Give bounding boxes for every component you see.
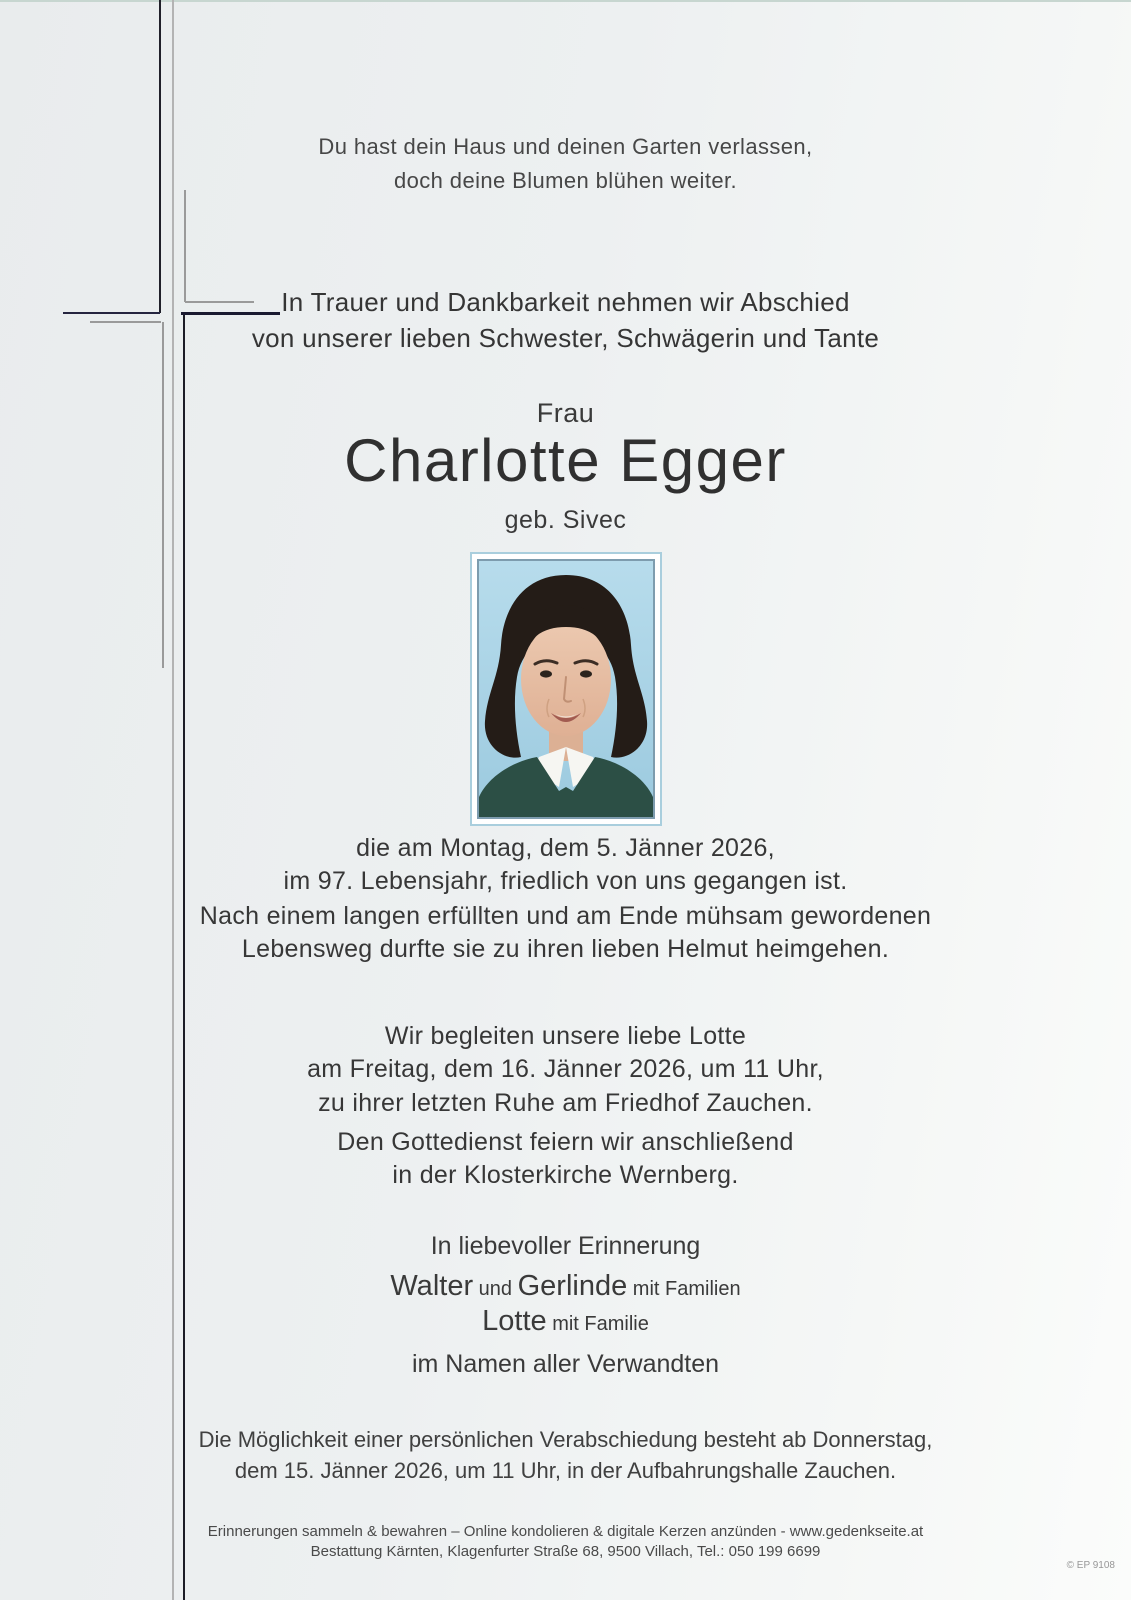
epigraph [0,130,1131,198]
mourner-suffix: mit Familien [632,1278,741,1300]
salutation: Frau [536,398,595,428]
funeral-home-footer [0,1522,1131,1563]
funeral-line2: am Freitag, dem 16. Jänner 2026, um 11 Uhr, [307,1055,824,1084]
mourner-suffix: mit Familie [552,1313,649,1335]
service-text [0,1126,1131,1193]
farewell-line1: Die Möglichkeit einer persönlichen Verabschiedung besteht ab Donnerstag, [198,1427,933,1452]
print-code: © EP 9108 [1066,1560,1115,1571]
death-date-text [0,832,1131,899]
scan-top-edge [0,0,1131,2]
portrait-frame [470,552,662,826]
mourners-row1 [0,1270,1131,1303]
mourner-name: Walter [390,1270,474,1302]
epigraph-line2: doch deine Blumen blühen weiter. [393,168,738,194]
intro-line2: von unserer lieben Schwester, Schwägerin und Tante [251,323,880,354]
death-line1: die am Montag, dem 5. Jänner 2026, [356,834,775,862]
life-path-text [0,900,1131,967]
portrait-photo [477,559,655,819]
intro-line1: In Trauer und Dankbarkeit nehmen wir Abschied [281,287,850,317]
cross-line [162,322,164,668]
footer-line1: Erinnerungen sammeln & bewahren – Online kondolieren & digitale Kerzen anzünden - www.gedenkseite.at [207,1523,924,1540]
mourners-row2 [0,1305,1131,1338]
deceased-name: Charlotte Egger [344,427,787,494]
death-line3: Nach einem langen erfüllten und am Ende mühsam gewordenen [199,902,932,930]
remembrance-closing: im Namen aller Verwandten [411,1350,720,1378]
death-line4: Lebensweg durfte sie zu ihren lieben Helmut heimgehen. [241,935,890,964]
death-line2: im 97. Lebensjahr, friedlich von uns gegangen ist. [283,867,848,896]
funeral-line3: zu ihrer letzten Ruhe am Friedhof Zauchen. [318,1088,813,1117]
service-line2: in der Klosterkirche Wernberg. [392,1161,739,1190]
funeral-text [0,1020,1131,1120]
remembrance-title: In liebevoller Erinnerung [430,1232,701,1260]
funeral-line1: Wir begleiten unsere liebe Lotte [384,1022,747,1050]
epigraph-line1: Du hast dein Haus und deinen Garten verlassen, [318,134,813,159]
maiden-name: geb. Sivec [504,506,627,534]
intro-text [0,284,1131,357]
service-line1: Den Gottedienst feiern wir anschließend [337,1128,794,1156]
mourner-conjunction: und [478,1278,513,1300]
footer-line2: Bestattung Kärnten, Klagenfurter Straße 68, 9500 Villach, Tel.: 050 199 6699 [310,1543,821,1561]
farewell-text [0,1424,1131,1486]
mourner-name: Lotte [482,1305,547,1337]
mourner-name: Gerlinde [517,1270,628,1302]
portrait-illustration [479,561,653,817]
farewell-line2: dem 15. Jänner 2026, um 11 Uhr, in der Aufbahrungshalle Zauchen. [234,1458,897,1484]
